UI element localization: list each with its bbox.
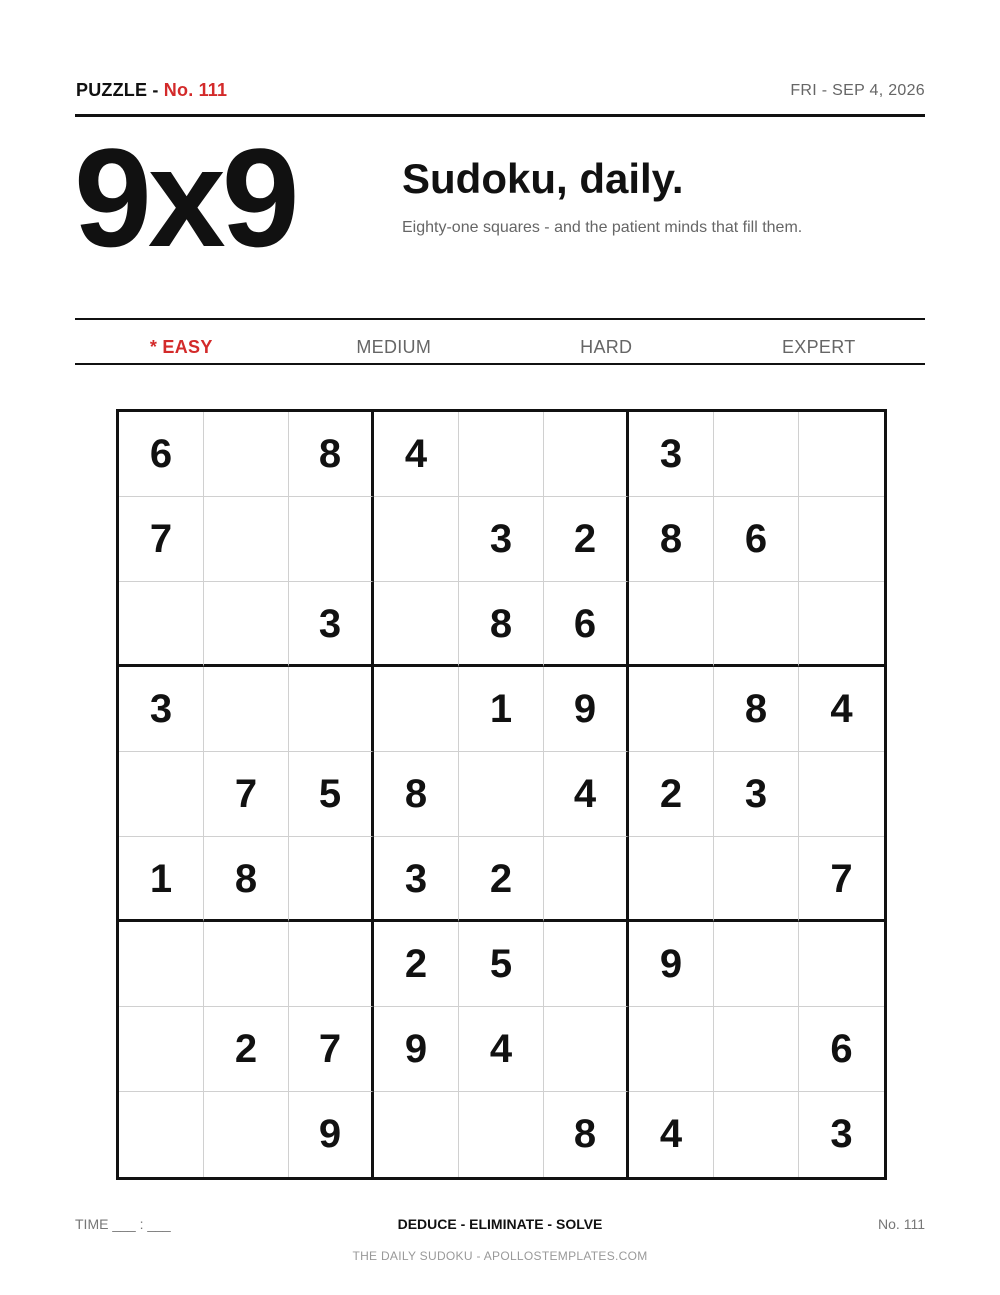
given-cell: 8: [374, 752, 459, 837]
given-cell: 3: [459, 497, 544, 582]
empty-cell[interactable]: [119, 752, 204, 837]
puzzle-number: No. 111: [163, 80, 228, 100]
given-cell: 1: [119, 837, 204, 922]
puzzle-prefix: PUZZLE -: [76, 80, 164, 100]
empty-cell[interactable]: [799, 752, 884, 837]
given-cell: 8: [204, 837, 289, 922]
empty-cell[interactable]: [119, 582, 204, 667]
tabs-bottom-rule: [75, 363, 925, 365]
empty-cell[interactable]: [799, 412, 884, 497]
puzzle-label: [76, 80, 227, 101]
tagline: Eighty-one squares - and the patient minds that fill them.: [402, 219, 803, 236]
empty-cell[interactable]: [799, 497, 884, 582]
empty-cell[interactable]: [714, 922, 799, 1007]
difficulty-tabs: [75, 320, 925, 364]
given-cell: 2: [374, 922, 459, 1007]
empty-cell[interactable]: [544, 1007, 629, 1092]
given-cell: 7: [799, 837, 884, 922]
given-cell: 8: [714, 667, 799, 752]
empty-cell[interactable]: [629, 1007, 714, 1092]
given-cell: 3: [830, 1112, 853, 1156]
footer-puzzle-number: No. 111: [878, 1216, 925, 1232]
empty-cell[interactable]: [204, 1092, 289, 1177]
given-cell: 6: [119, 412, 204, 497]
tab-expert[interactable]: EXPERT: [782, 337, 856, 357]
empty-cell[interactable]: [714, 1007, 799, 1092]
empty-cell[interactable]: [119, 1007, 204, 1092]
given-cell: 9: [289, 1092, 374, 1177]
empty-cell[interactable]: [204, 582, 289, 667]
empty-cell[interactable]: [544, 922, 629, 1007]
given-cell: 8: [459, 582, 544, 667]
empty-cell[interactable]: [289, 922, 374, 1007]
given-cell: 4: [629, 1092, 714, 1177]
given-cell: 2: [629, 752, 714, 837]
empty-cell[interactable]: [374, 667, 459, 752]
given-cell: 9: [374, 1007, 459, 1092]
empty-cell[interactable]: [629, 837, 714, 922]
given-cell: 4: [459, 1007, 544, 1092]
given-cell: 5: [459, 922, 544, 1007]
empty-cell[interactable]: [799, 922, 884, 1007]
empty-cell[interactable]: [459, 1092, 544, 1177]
given-cell: 3: [374, 837, 459, 922]
empty-cell[interactable]: [289, 667, 374, 752]
given-cell: 9: [544, 667, 629, 752]
credit: THE DAILY SUDOKU - APOLLOSTEMPLATES.COM: [352, 1249, 648, 1263]
given-cell: 2: [544, 497, 629, 582]
sudoku-grid: [116, 409, 887, 1180]
given-cell: 7: [204, 752, 289, 837]
empty-cell[interactable]: [459, 412, 544, 497]
empty-cell[interactable]: [289, 497, 374, 582]
empty-cell[interactable]: [714, 1092, 799, 1177]
empty-cell[interactable]: [204, 922, 289, 1007]
empty-cell[interactable]: [629, 667, 714, 752]
given-cell: 3: [629, 412, 714, 497]
puzzle-date: FRI - SEP 4, 2026: [790, 82, 925, 99]
given-cell: 3: [289, 582, 374, 667]
given-cell: 7: [119, 497, 204, 582]
given-cell: 6: [544, 582, 629, 667]
given-cell: 4: [544, 752, 629, 837]
empty-cell[interactable]: [204, 667, 289, 752]
given-cell: 2: [204, 1007, 289, 1092]
empty-cell[interactable]: [204, 412, 289, 497]
empty-cell[interactable]: [204, 497, 289, 582]
headline: Sudoku, daily.: [402, 155, 684, 202]
given-cell: 8: [544, 1092, 629, 1177]
given-cell: 6: [714, 497, 799, 582]
given-cell: 3: [119, 667, 204, 752]
empty-cell[interactable]: [119, 922, 204, 1007]
tab-medium[interactable]: MEDIUM: [356, 337, 432, 357]
empty-cell[interactable]: [459, 752, 544, 837]
empty-cell[interactable]: [544, 837, 629, 922]
empty-cell[interactable]: [374, 497, 459, 582]
given-cell: 6: [799, 1007, 884, 1092]
empty-cell[interactable]: [119, 1092, 204, 1177]
empty-cell[interactable]: [544, 412, 629, 497]
big-title: 9x9: [74, 119, 296, 276]
given-cell: 8: [629, 497, 714, 582]
motto: DEDUCE - ELIMINATE - SOLVE: [397, 1216, 603, 1232]
tab-easy[interactable]: * EASY: [149, 337, 213, 357]
header-rule: [75, 114, 925, 117]
given-cell: 3: [714, 752, 799, 837]
empty-cell[interactable]: [374, 582, 459, 667]
empty-cell[interactable]: [714, 582, 799, 667]
given-cell: 2: [459, 837, 544, 922]
given-cell: 1: [459, 667, 544, 752]
empty-cell[interactable]: [799, 582, 884, 667]
empty-cell[interactable]: [374, 1092, 459, 1177]
empty-cell[interactable]: [289, 837, 374, 922]
given-cell: 9: [629, 922, 714, 1007]
given-cell: 7: [289, 1007, 374, 1092]
empty-cell[interactable]: [714, 412, 799, 497]
time-field: TIME ___ : ___: [75, 1216, 171, 1232]
given-cell: 4: [374, 412, 459, 497]
empty-cell[interactable]: [714, 837, 799, 922]
given-cell: 5: [289, 752, 374, 837]
tab-hard[interactable]: HARD: [580, 337, 633, 357]
given-cell: 8: [289, 412, 374, 497]
given-cell: 4: [799, 667, 884, 752]
empty-cell[interactable]: [629, 582, 714, 667]
